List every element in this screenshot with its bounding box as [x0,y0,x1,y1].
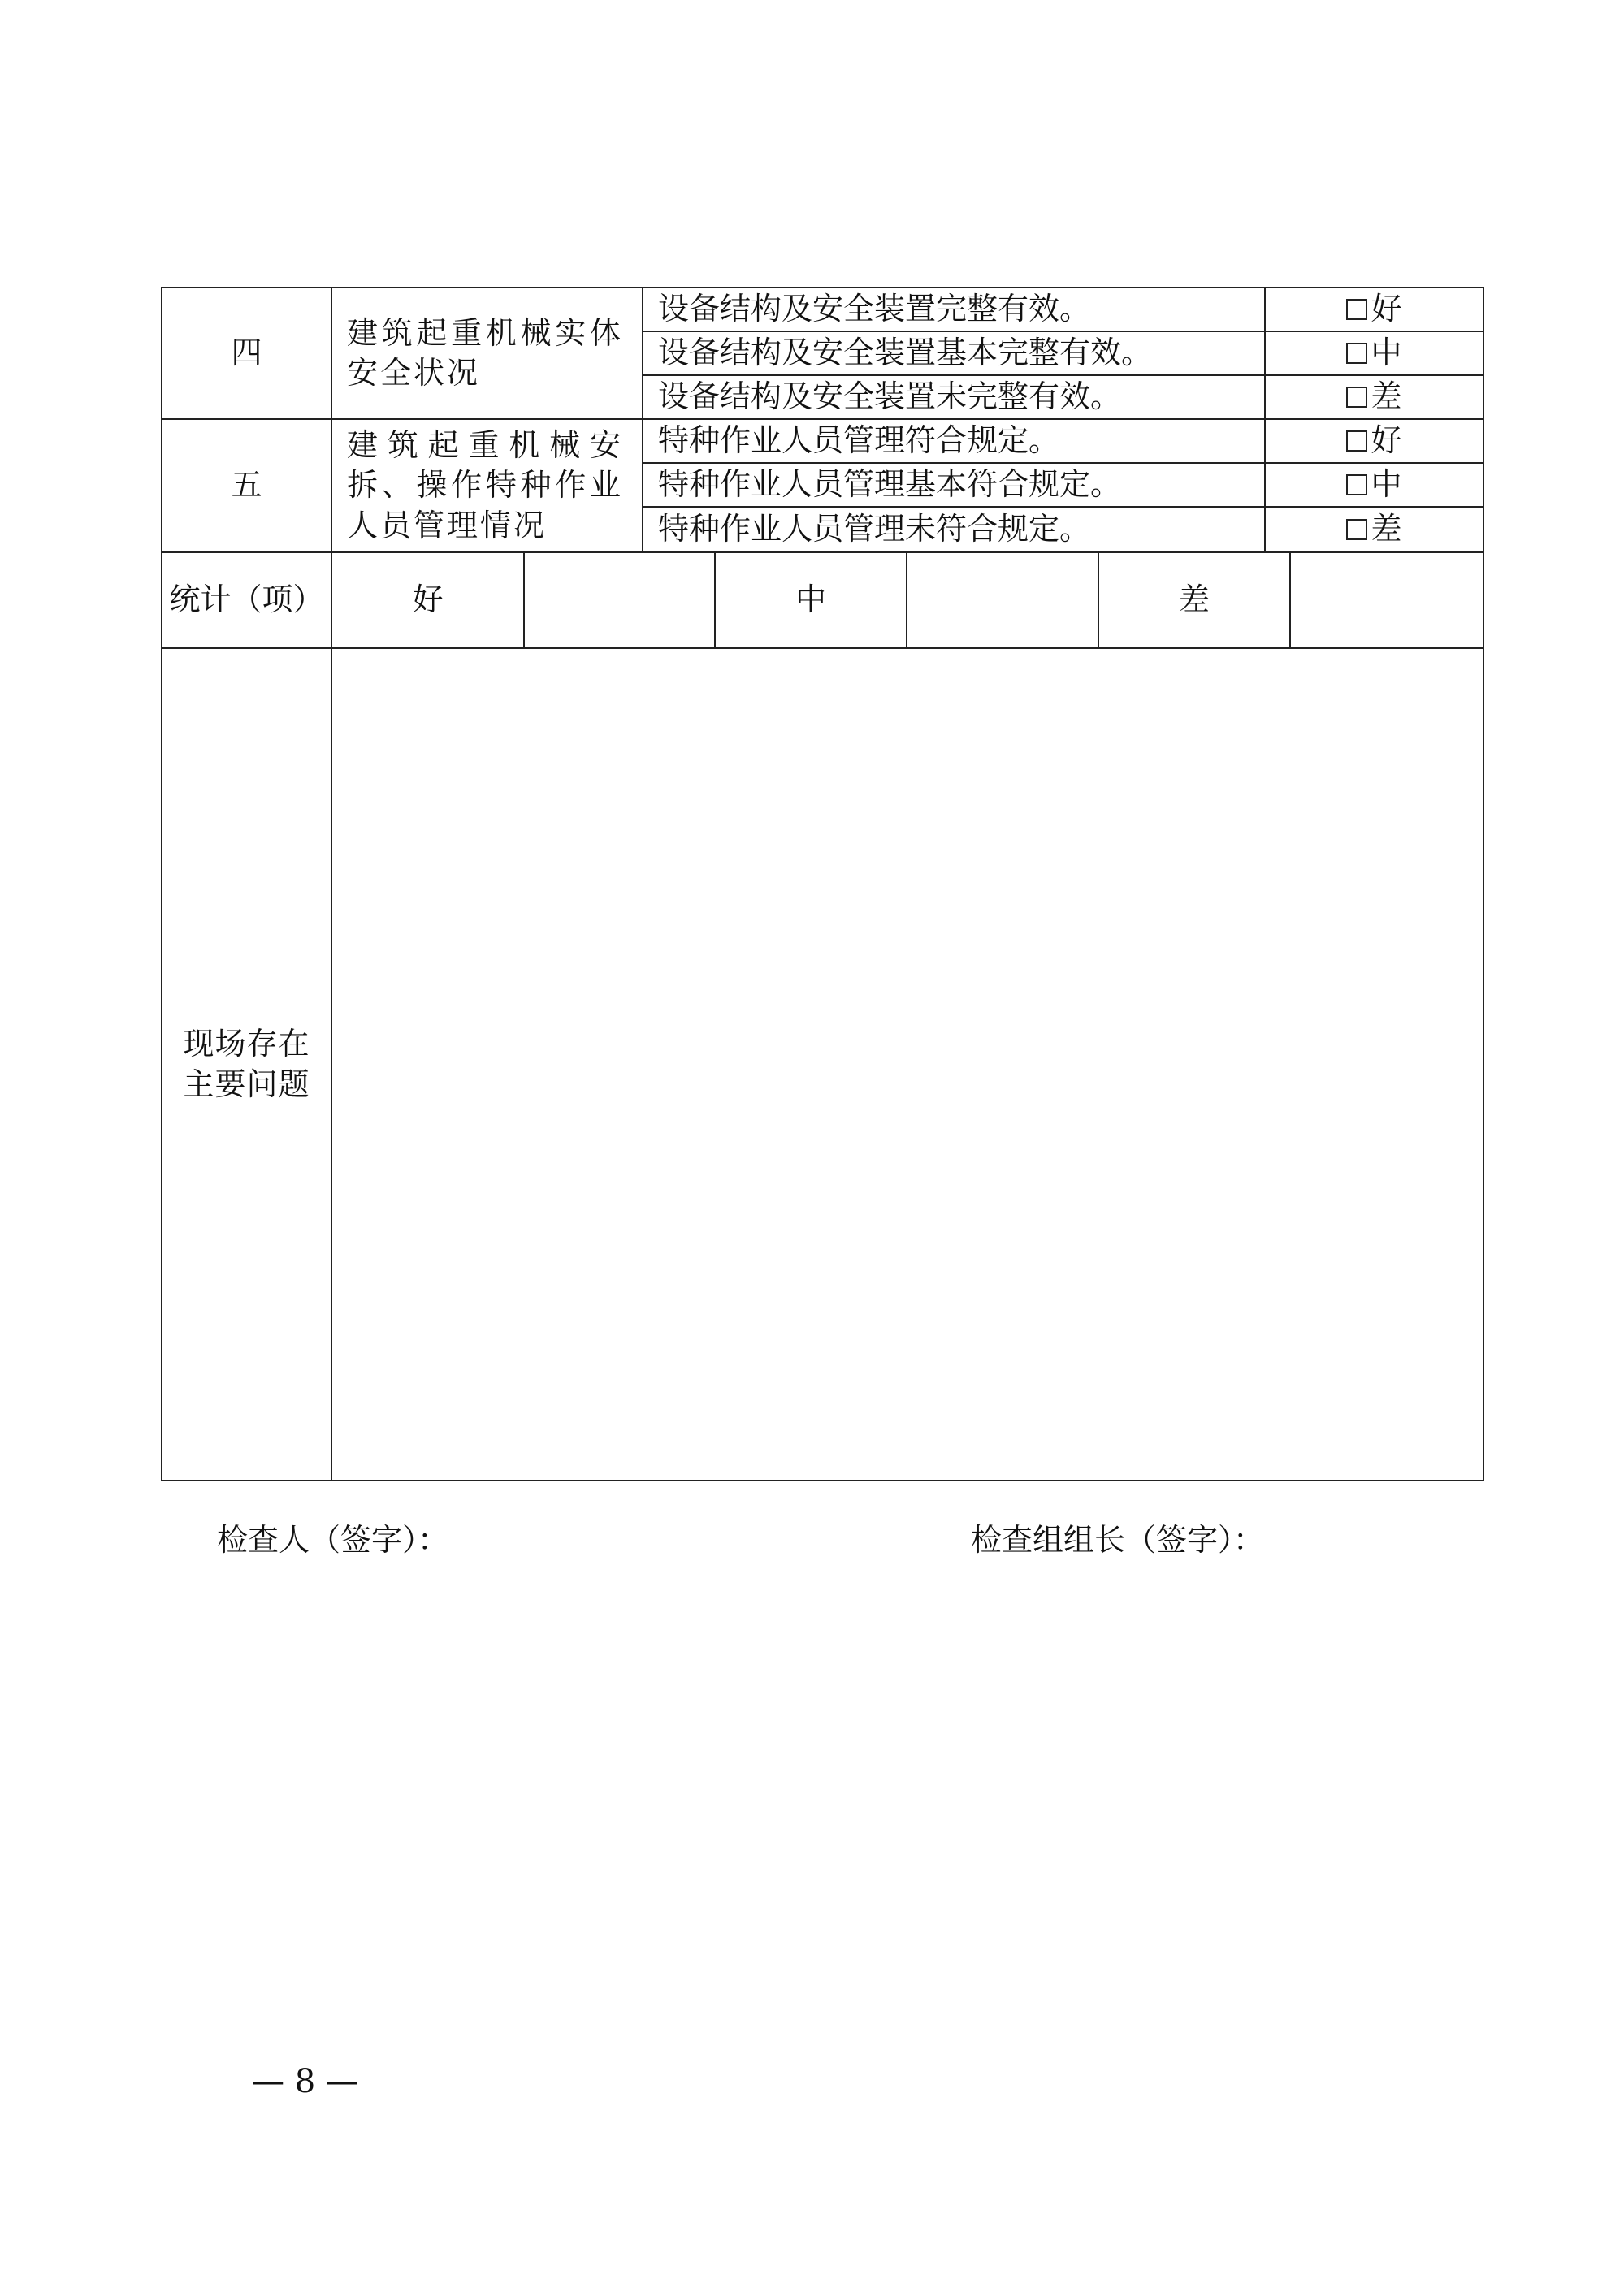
statistics-good-label [331,551,525,649]
statistics-poor-label-text: 差 [1178,582,1210,618]
rating-label: 中 [1371,335,1402,371]
criterion-row [642,374,1266,420]
page-number [252,2063,358,2100]
criterion-text: 设备结构及安全装置基本完整有效。 [658,335,1153,371]
rating-cell [1264,287,1484,332]
section-category-text: 建筑起重机械安拆、操作特种作业人员管理情况 [347,426,623,543]
statistics-poor-value[interactable] [1289,551,1484,649]
rating-checkbox[interactable] [1346,387,1367,408]
criterion-row [642,462,1266,508]
inspector-signature-label: 检查人（签字）： [217,1522,449,1558]
rating-label: 好 [1371,422,1402,459]
statistics-poor-label [1098,551,1291,649]
criterion-text: 特种作业人员管理符合规定。 [658,422,1060,459]
criterion-row [642,418,1266,464]
section-number-text: 五 [231,467,262,504]
statistics-label [161,551,332,649]
criterion-text: 特种作业人员管理基本符合规定。 [658,466,1122,503]
rating-cell [1264,331,1484,376]
statistics-medium-label-text: 中 [795,582,826,618]
section-number [161,287,332,420]
statistics-medium-label [714,551,907,649]
rating-cell [1264,462,1484,508]
rating-cell [1264,506,1484,553]
criterion-row [642,287,1266,332]
rating-checkbox[interactable] [1346,299,1367,320]
rating-cell [1264,374,1484,420]
section-category-text: 建筑起重机械实体安全状况 [347,314,623,391]
rating-checkbox[interactable] [1346,474,1367,495]
issues-content[interactable] [331,647,1484,1481]
issues-label-text: 现场存在主要问题 [183,1026,310,1102]
team-leader-signature-label: 检查组组长（签字）： [971,1522,1265,1558]
rating-label: 好 [1371,291,1402,327]
criterion-row [642,331,1266,376]
rating-cell [1264,418,1484,464]
rating-checkbox[interactable] [1346,343,1367,364]
team-leader-signature [971,1515,1264,1559]
rating-label: 差 [1371,511,1402,547]
criterion-text: 特种作业人员管理未符合规定。 [658,511,1091,547]
issues-label [161,647,332,1481]
rating-label: 中 [1371,466,1402,503]
section-number-text: 四 [231,335,262,371]
section-category [331,418,643,553]
criterion-text: 设备结构及安全装置完整有效。 [658,291,1091,327]
criterion-text: 设备结构及安全装置未完整有效。 [658,378,1122,415]
criterion-row [642,506,1266,553]
section-category [331,287,643,420]
rating-checkbox[interactable] [1346,430,1367,452]
rating-checkbox[interactable] [1346,519,1367,540]
statistics-label-text: 统计（项） [169,582,324,618]
section-number [161,418,332,553]
statistics-good-value[interactable] [523,551,716,649]
page-number-text: — 8 — [252,2063,358,2100]
statistics-good-label-text: 好 [412,582,444,618]
statistics-medium-value[interactable] [906,551,1099,649]
inspector-signature [217,1515,448,1559]
rating-label: 差 [1371,378,1402,415]
